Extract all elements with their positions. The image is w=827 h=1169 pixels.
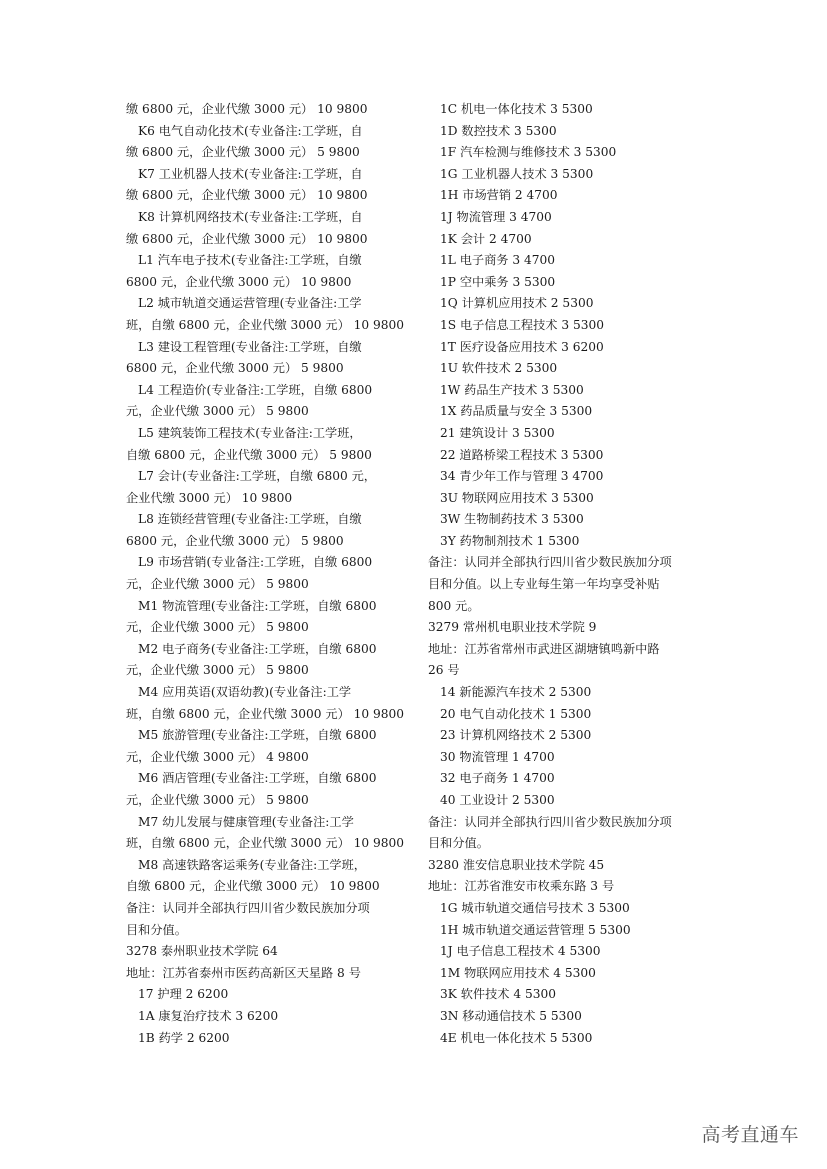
text-line: M6 酒店管理(专业备注:工学班，自缴 6800: [138, 771, 377, 786]
text-line: 3280 淮安信息职业技术学院 45: [428, 857, 605, 872]
text-line: L3 建设工程管理(专业备注:工学班，自缴: [138, 339, 362, 354]
text-line: 1B 药学 2 6200: [138, 1030, 230, 1045]
text-line: 14 新能源汽车技术 2 5300: [440, 685, 592, 700]
text-line: L2 城市轨道交通运营管理(专业备注:工学: [138, 296, 362, 311]
text-line: 备注：认同并全部执行四川省少数民族加分项: [126, 900, 370, 915]
text-line: L7 会计(专业备注:工学班，自缴 6800 元，: [138, 469, 376, 484]
text-line: 6800 元，企业代缴 3000 元） 5 9800: [126, 361, 344, 376]
text-line: 20 电气自动化技术 1 5300: [440, 706, 592, 721]
text-line: 23 计算机网络技术 2 5300: [440, 728, 592, 743]
text-line: 自缴 6800 元，企业代缴 3000 元） 5 9800: [126, 447, 372, 462]
text-line: 1J 电子信息工程技术 4 5300: [440, 944, 601, 959]
text-line: 1Q 计算机应用技术 2 5300: [440, 296, 594, 311]
text-line: 缴 6800 元，企业代缴 3000 元） 10 9800: [126, 231, 368, 246]
text-line: K8 计算机网络技术(专业备注:工学班，自: [138, 209, 363, 224]
text-line: 1S 电子信息工程技术 3 5300: [440, 317, 604, 332]
text-line: 缴 6800 元，企业代缴 3000 元） 10 9800: [126, 188, 368, 203]
text-line: 6800 元，企业代缴 3000 元） 10 9800: [126, 274, 352, 289]
text-line: 元，企业代缴 3000 元） 5 9800: [126, 793, 309, 807]
text-line: L5 建筑装饰工程技术(专业备注:工学班，: [138, 425, 362, 440]
text-line: 32 电子商务 1 4700: [440, 771, 555, 786]
text-line: 4E 机电一体化技术 5 5300: [440, 1030, 593, 1045]
text-line: 1P 空中乘务 3 5300: [440, 274, 556, 289]
text-line: 地址：江苏省常州市武进区湖塘镇鸣新中路: [428, 641, 660, 656]
text-line: K7 工业机器人技术(专业备注:工学班，自: [138, 166, 363, 181]
text-line: 目和分值。: [428, 836, 489, 851]
text-line: 3Y 药物制剂技术 1 5300: [440, 533, 580, 548]
text-line: 1T 医疗设备应用技术 3 6200: [440, 339, 604, 354]
text-line: 1J 物流管理 3 4700: [440, 209, 552, 224]
text-line: 1F 汽车检测与维修技术 3 5300: [440, 145, 617, 160]
text-line: 缴 6800 元，企业代缴 3000 元） 10 9800: [126, 102, 368, 116]
text-line: 企业代缴 3000 元） 10 9800: [126, 490, 293, 505]
text-line: 班，自缴 6800 元，企业代缴 3000 元） 10 9800: [126, 317, 405, 332]
text-line: 1D 数控技术 3 5300: [440, 123, 557, 138]
text-line: 1U 软件技术 2 5300: [440, 361, 558, 376]
text-line: M2 电子商务(专业备注:工学班，自缴 6800: [138, 641, 377, 656]
text-line: 17 护理 2 6200: [138, 987, 229, 1002]
text-line: M1 物流管理(专业备注:工学班，自缴 6800: [138, 598, 377, 613]
text-line: 元，企业代缴 3000 元） 5 9800: [126, 577, 309, 592]
text-line: M8 高速铁路客运乘务(专业备注:工学班，: [138, 857, 366, 872]
text-line: 34 青少年工作与管理 3 4700: [440, 469, 604, 484]
text-line: 40 工业设计 2 5300: [440, 793, 555, 807]
text-line: 22 道路桥梁工程技术 3 5300: [440, 447, 604, 462]
text-line: 1L 电子商务 3 4700: [440, 253, 555, 268]
text-line: 目和分值。: [126, 922, 187, 937]
text-line: L1 汽车电子技术(专业备注:工学班，自缴: [138, 253, 362, 268]
text-line: 地址：江苏省淮安市枚乘东路 3 号: [428, 879, 615, 894]
text-line: 3N 移动通信技术 5 5300: [440, 1008, 582, 1023]
text-line: 21 建筑设计 3 5300: [440, 425, 555, 440]
text-line: 1H 市场营销 2 4700: [440, 188, 558, 203]
text-line: 6800 元，企业代缴 3000 元） 5 9800: [126, 533, 344, 548]
right-column: [428, 99, 710, 1049]
text-line: 目和分值。以上专业每生第一年均享受补贴: [428, 577, 660, 592]
text-line: 1H 城市轨道交通运营管理 5 5300: [440, 922, 631, 937]
text-line: 3278 泰州职业技术学院 64: [126, 944, 278, 959]
text-line: L4 工程造价(专业备注:工学班，自缴 6800: [138, 382, 373, 397]
text-line: 1G 城市轨道交通信号技术 3 5300: [440, 900, 630, 915]
text-line: 1G 工业机器人技术 3 5300: [440, 166, 594, 181]
text-line: 26 号: [428, 663, 460, 678]
text-line: 1M 物联网应用技术 4 5300: [440, 965, 596, 980]
text-line: 班，自缴 6800 元，企业代缴 3000 元） 10 9800: [126, 836, 405, 851]
text-line: 自缴 6800 元，企业代缴 3000 元） 10 9800: [126, 879, 380, 894]
text-line: K6 电气自动化技术(专业备注:工学班，自: [138, 123, 363, 138]
text-line: 1X 药品质量与安全 3 5300: [440, 404, 593, 419]
watermark-logo: 高考直通车: [701, 1124, 799, 1146]
text-line: M7 幼儿发展与健康管理(专业备注:工学: [138, 814, 354, 829]
text-line: 1W 药品生产技术 3 5300: [440, 382, 584, 397]
text-line: 1C 机电一体化技术 3 5300: [440, 102, 593, 116]
text-line: 元，企业代缴 3000 元） 4 9800: [126, 749, 309, 764]
text-line: 元，企业代缴 3000 元） 5 9800: [126, 663, 309, 678]
text-line: L8 连锁经营管理(专业备注:工学班，自缴: [138, 512, 362, 527]
text-line: 3U 物联网应用技术 3 5300: [440, 490, 594, 505]
text-line: M4 应用英语(双语幼教)(专业备注:工学: [138, 685, 352, 700]
left-column: [126, 99, 405, 1049]
text-line: 元，企业代缴 3000 元） 5 9800: [126, 620, 309, 635]
text-line: 元，企业代缴 3000 元） 5 9800: [126, 404, 309, 419]
text-line: 缴 6800 元，企业代缴 3000 元） 5 9800: [126, 145, 360, 160]
text-line: 800 元。: [428, 598, 480, 613]
text-line: 班，自缴 6800 元，企业代缴 3000 元） 10 9800: [126, 706, 405, 721]
text-line: 地址：江苏省泰州市医药高新区天星路 8 号: [126, 965, 361, 980]
text-line: 3K 软件技术 4 5300: [440, 987, 557, 1002]
text-line: 备注：认同并全部执行四川省少数民族加分项: [428, 814, 672, 829]
text-line: M5 旅游管理(专业备注:工学班，自缴 6800: [138, 728, 377, 743]
text-line: 1K 会计 2 4700: [440, 231, 532, 246]
text-line: 3W 生物制药技术 3 5300: [440, 512, 584, 527]
text-line: 1A 康复治疗技术 3 6200: [138, 1008, 279, 1023]
text-line: 备注：认同并全部执行四川省少数民族加分项: [428, 555, 672, 570]
text-line: L9 市场营销(专业备注:工学班，自缴 6800: [138, 555, 373, 570]
text-line: 30 物流管理 1 4700: [440, 749, 555, 764]
text-line: 3279 常州机电职业技术学院 9: [428, 620, 597, 635]
